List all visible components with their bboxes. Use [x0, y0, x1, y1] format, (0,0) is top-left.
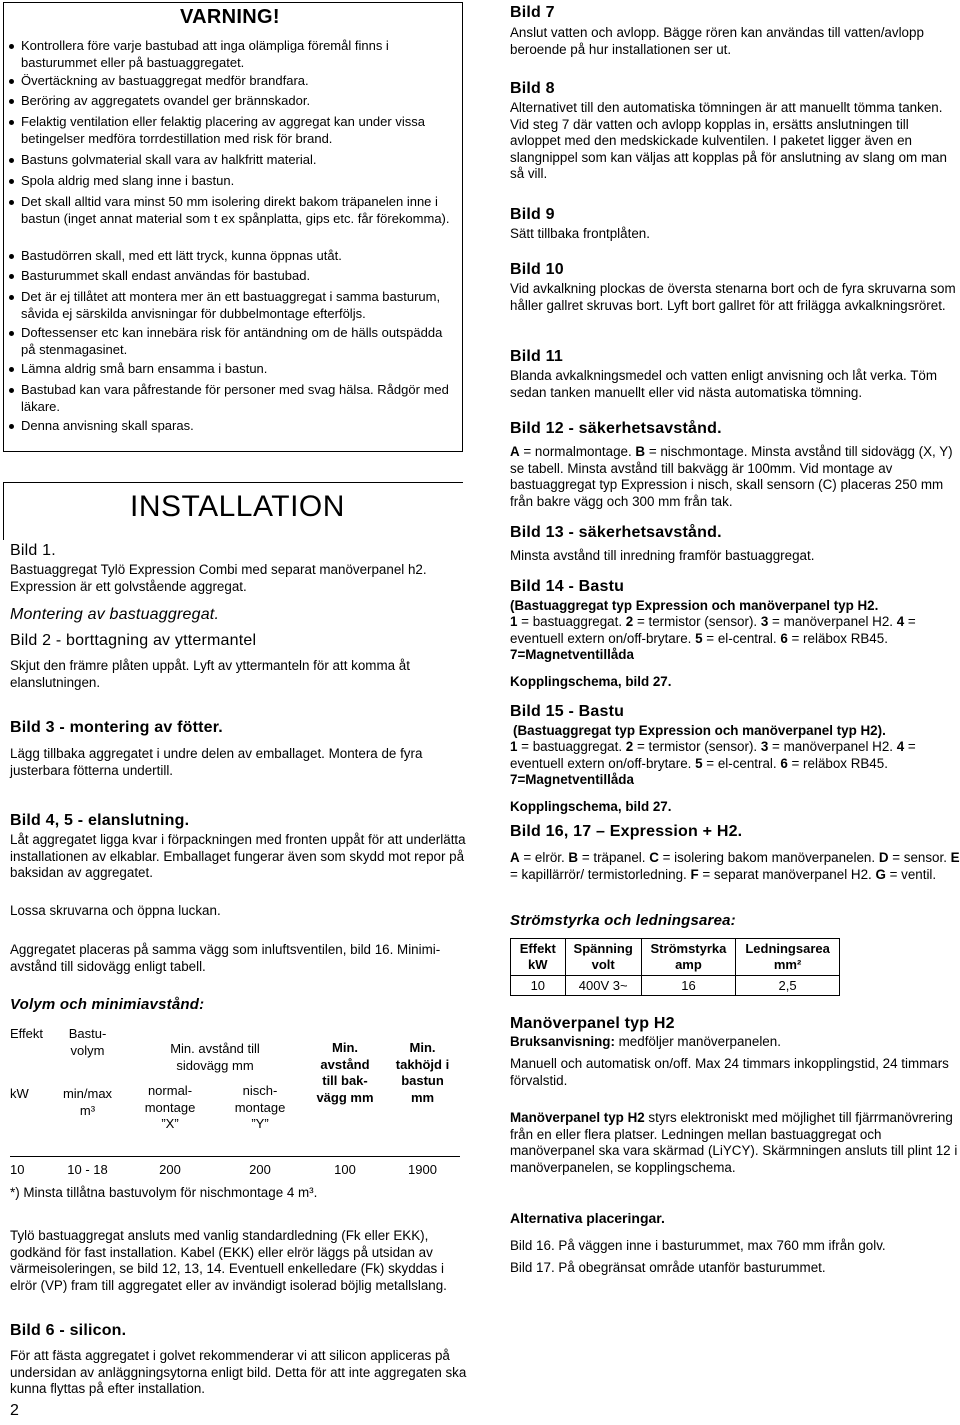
bild15-subheading: (Bastuaggregat typ Expression och manöverpanel typ H2). [513, 723, 886, 738]
bild12-heading: Bild 12 - säkerhetsavstånd. [510, 420, 722, 437]
alt-heading: Alternativa placeringar. [510, 1210, 665, 1226]
bild7-heading: Bild 7 [510, 4, 555, 21]
bild6-heading: Bild 6 - silicon. [10, 1322, 127, 1339]
bild10-heading: Bild 10 [510, 261, 564, 278]
bullet-icon [9, 254, 14, 259]
table-row [10, 1157, 460, 1178]
table-cell: 2,5 [736, 976, 840, 996]
table-header-cell: Min. avstånd till bak- vägg mm [305, 1023, 385, 1157]
footnote: *) Minsta tillåtna bastuvolym för nischmontage 4 m³. [10, 1185, 318, 1200]
bild8-heading: Bild 8 [510, 80, 555, 97]
table-header-cell: Ledningsarea mm² [736, 939, 840, 976]
bild11-text: Blanda avkalkningsmedel och vatten enligt anvisning och låt verka. Töm sedan tanken manuellt eller vid nästa automatiska tömning. [510, 368, 938, 400]
table-header-row [511, 939, 840, 976]
bild1617-heading: Bild 16, 17 – Expression + H2. [510, 823, 743, 840]
warning-item: Bastudörren skall, med ett lätt tryck, kunna öppnas utåt. [10, 248, 460, 265]
warning-item: Doftessenser etc kan innebära risk för antändning om de hälls outspädda på stenmagasinet. [10, 325, 460, 358]
bild14-legend: 1 = bastuaggregat. 2 = termistor (sensor). 3 = manöverpanel H2. 4 = eventuell extern on/off-brytare. 5 = el-central. 6 = reläbox RB45. 7=Magnetventillåda [510, 614, 916, 662]
table-cell: 100 [334, 1162, 356, 1177]
table-cell: 10 [10, 1162, 25, 1177]
bullet-icon [9, 388, 14, 393]
bild2-text: Skjut den främre plåten uppåt. Lyft av yttermanteln för att komma åt elanslutningen. [10, 658, 410, 690]
table-header-cell: Min. avstånd till sidovägg mm normal- montage ”X” nisch- montage ”Y” [125, 1023, 305, 1157]
table-header-cell: Strömstyrka amp [641, 939, 735, 976]
bild6-text: För att fästa aggregatet i golvet rekommenderar vi att silicon appliceras på undersidan av anläggningsytorna enligt bild. Detta för att inte aggregaten ska kunna flyttas på efter installation. [10, 1348, 467, 1396]
table-cell: 200 [159, 1162, 181, 1177]
bild2-heading: Bild 2 - borttagning av yttermantel [10, 632, 257, 649]
manuell-text: Manuell och automatisk on/off. Max 24 timmars inkopplingstid, 24 timmars förvalstid. [510, 1056, 949, 1088]
bild14-koppling: Kopplingschema, bild 27. [510, 674, 672, 689]
table-cell: 200 [249, 1162, 271, 1177]
table-cell: 400V 3~ [565, 976, 641, 996]
bild10-text: Vid avkalkning plockas de översta stenarna bort och de fyra skruvarna som håller gallret skruvas bort. Lyft bort gallret för att frilägga avkalkningsröret. [510, 281, 956, 313]
warning-title: VARNING! [180, 6, 280, 28]
bild9-heading: Bild 9 [510, 206, 555, 223]
table-cell: 1900 [408, 1162, 437, 1177]
table-cell: 10 [530, 978, 546, 993]
table-header-cell: Effekt kW [511, 939, 566, 976]
bullet-icon [9, 424, 14, 429]
bild14-heading: Bild 14 - Bastu [510, 578, 625, 595]
table-cell: 16 [641, 976, 735, 996]
table-row [511, 976, 840, 996]
bullet-icon [9, 367, 14, 372]
bild8-text: Alternativet till den automatiska tömningen är att manuellt tömma tanken. Vid steg 7 där vatten och avlopp kopplas in, ersätts anslutningen till avloppet med den medskickade kulventilen. I paketet ligger även en slangnippel som kan väljas att kopplas på för anslutning av slang om man så vill. [510, 100, 947, 181]
table-header-cell: Bastu- volym min/max m³ [50, 1023, 125, 1157]
table-header-cell: Spänning volt [565, 939, 641, 976]
bullet-icon [9, 179, 14, 184]
bild45-text: Låt aggregatet ligga kvar i förpackningen med fronten uppåt för att underlätta installationen av elkablar. Emballaget fungerar även som skydd mot repor på baksidan av aggregatet. [10, 832, 466, 880]
bullet-icon [9, 120, 14, 125]
bild11-heading: Bild 11 [510, 348, 563, 365]
bruks-text: Bruksanvisning: medföljer manöverpanelen. [510, 1034, 781, 1049]
placeras-text: Aggregatet placeras på samma vägg som inluftsventilen, bild 16. Minimi-avstånd till sidovägg enligt tabell. [10, 942, 441, 974]
warning-item: Övertäckning av bastuaggregat medför brandfara. [10, 73, 460, 90]
strom-heading: Strömstyrka och ledningsarea: [510, 912, 736, 929]
warning-item: Basturummet skall endast användas för bastubad. [10, 268, 460, 285]
bullet-icon [9, 274, 14, 279]
strom-table [510, 938, 840, 996]
volym-table [10, 1023, 460, 1177]
bullet-icon [9, 331, 14, 336]
bullet-icon [9, 158, 14, 163]
bild15-heading: Bild 15 - Bastu [510, 703, 625, 720]
bild3-heading: Bild 3 - montering av fötter. [10, 719, 223, 736]
warning-item: Bastubad kan vara påfrestande för personer med svag hälsa. Rådgör med läkare. [10, 382, 460, 415]
bild13-heading: Bild 13 - säkerhetsavstånd. [510, 524, 722, 541]
bild15-legend: 1 = bastuaggregat. 2 = termistor (sensor). 3 = manöverpanel H2. 4 = eventuell extern on/off-brytare. 5 = el-central. 6 = reläbox RB45. 7=Magnetventillåda [510, 739, 916, 787]
bild13-text: Minsta avstånd till inredning framför bastuaggregat. [510, 548, 815, 563]
installation-title: INSTALLATION [130, 490, 345, 523]
warning-item: Felaktig ventilation eller felaktig placering av aggregat kan under vissa betingelser medföra torrdestillation med risk för brand. [10, 114, 460, 147]
warning-item: Lämna aldrig små barn ensamma i bastun. [10, 361, 460, 378]
lossa-text: Lossa skruvarna och öppna luckan. [10, 903, 221, 918]
bullet-icon [9, 79, 14, 84]
table-cell: 10 - 18 [67, 1162, 108, 1177]
bullet-icon [9, 44, 14, 49]
bild7-text: Anslut vatten och avlopp. Bägge rören kan användas till vatten/avlopp beroende på hur installationen ser ut. [510, 25, 924, 57]
bild1-text: Bastuaggregat Tylö Expression Combi med separat manöverpanel h2. Expression är ett golvstående aggregat. [10, 562, 427, 594]
warning-item: Bastuns golvmaterial skall vara av halkfritt material. [10, 152, 460, 169]
table-header-row [10, 1023, 460, 1157]
bullet-icon [9, 295, 14, 300]
bild1-heading: Bild 1. [10, 542, 56, 559]
kabel-text: Tylö bastuaggregat ansluts med vanlig standardledning (Fk eller EKK), godkänd för fast installation. Kabel (EKK) eller elrör läggs på utsidan av värmeisoleringen, se bild 12, 13, 14. Eventuell enkelledare (Fk) skyddas i elrör (VP) fram till aggregatet eller av invändigt isolerad böjlig metallslang. [10, 1228, 447, 1293]
volym-heading: Volym och minimiavstånd: [10, 996, 205, 1013]
bild3-text: Lägg tillbaka aggregatet i undre delen av emballaget. Montera de fyra justerbara fötterna undertill. [10, 746, 423, 778]
bild9-text: Sätt tillbaka frontplåten. [510, 226, 650, 241]
warning-item: Det skall alltid vara minst 50 mm isolering direkt bakom träpanelen inne i bastun (inget annat material som t ex spånplatta, gips etc. får förekomma). [10, 194, 460, 227]
page-number: 2 [10, 1402, 19, 1419]
bullet-icon [9, 99, 14, 104]
panel-text: Manöverpanel typ H2 styrs elektroniskt med möjlighet till fjärrmanövrering från en eller flera platser. Ledningen mellan bastuaggregat och manöverpanel ska vara skärmad (LiYCY). Skärmningen ansluts till plint 12 i manöverpanelen, se kopplingschema. [510, 1110, 958, 1175]
montering-heading: Montering av bastuaggregat. [10, 606, 220, 623]
warning-item: Beröring av aggregatets ovandel ger brännskador. [10, 93, 460, 110]
alt-16: Bild 16. På väggen inne i basturummet, max 760 mm ifrån golv. [510, 1238, 886, 1253]
alt-17: Bild 17. På obegränsat område utanför basturummet. [510, 1260, 826, 1275]
bild1617-legend: A = elrör. B = träpanel. C = isolering bakom manöverpanelen. D = sensor. E = kapillärrör/ termistorledning. F = separat manöverpanel H2. G = ventil. [510, 850, 960, 882]
bild12-text: A = normalmontage. B = nischmontage. Minsta avstånd till sidovägg (X, Y) se tabell. Minsta avstånd till bakvägg är 100mm. Vid montage av bastuaggregat typ Expression i nisch, skall sensorn (C) placeras 250 mm från bakre vägg och 300 mm från tak. [510, 444, 953, 509]
bild14-subheading: (Bastuaggregat typ Expression och manöverpanel typ H2. [510, 598, 879, 613]
bild45-heading: Bild 4, 5 - elanslutning. [10, 812, 190, 829]
table-header-cell: Min. takhöjd i bastun mm [385, 1023, 460, 1157]
bild15-koppling: Kopplingschema, bild 27. [510, 799, 672, 814]
warning-item: Kontrollera före varje bastubad att inga olämpliga föremål finns i basturummet eller på bastuaggregatet. [10, 38, 460, 71]
warning-item: Det är ej tillåtet att montera mer än ett bastuaggregat i samma basturum, såvida ej särskilda anvisningar för dubbelmontage efterföljs. [10, 289, 460, 322]
warning-item: Spola aldrig med slang inne i bastun. [10, 173, 460, 190]
panel-heading: Manöverpanel typ H2 [510, 1015, 675, 1032]
bullet-icon [9, 200, 14, 205]
table-header-cell: Effekt kW [10, 1023, 50, 1157]
warning-item: Denna anvisning skall sparas. [10, 418, 460, 435]
